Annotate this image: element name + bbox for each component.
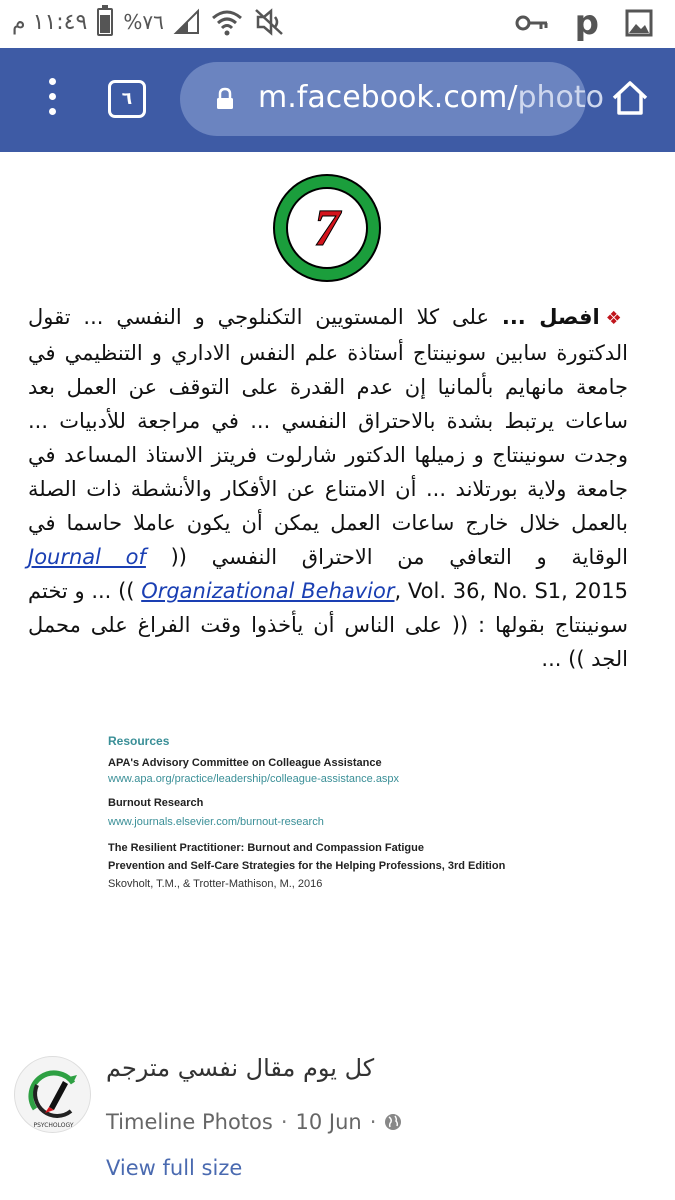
battery-icon <box>97 8 113 36</box>
resource-url: www.journals.elsevier.com/burnout-research <box>108 816 324 828</box>
resources-heading: Resources <box>108 734 170 748</box>
signal-icon <box>174 9 200 35</box>
post-meta <box>106 1110 402 1134</box>
article-body-2: )) ... و تختم سونينتاج بقولها : (( على الناس أن يأخذوا وقت الفراغ على محمل الجد )) ... <box>28 579 628 671</box>
article-text <box>28 300 628 676</box>
page-name[interactable]: كل يوم مقال نفسي مترجم <box>106 1054 375 1082</box>
resource-url: www.apa.org/practice/leadership/colleague-assistance.aspx <box>108 773 400 785</box>
clock: ١١:٤٩ م <box>12 9 88 35</box>
lock-icon <box>216 88 234 110</box>
bullet-icon: ❖ <box>605 308 628 329</box>
tab-count: ٦ <box>121 89 133 109</box>
number-badge <box>271 172 383 284</box>
url-domain: m.facebook.com/ <box>258 80 518 115</box>
resource-authors: Skovholt, T.M., & Trotter-Mathison, M., 2016 <box>108 878 323 890</box>
post-date: 10 Jun <box>295 1110 362 1134</box>
menu-icon[interactable] <box>40 78 64 122</box>
avatar-caption: PSYCHOLOGY <box>33 1122 74 1129</box>
article-body-1: على كلا المستويين التكنلوجي و النفسي ... تقول الدكتورة سابين سونينتاج أستاذة علم النفس الاداري و التنظيمي في جامعة مانهايم بألمانيا إن عدم القدرة على التوقف عن العمل بعد ساعات يرتبط بشدة بالاحتراق النفسي ... في مراجعة للأدبيات ... وجدت سونينتاج و زميلها الدكتور شارلوت فريتز الاستاذ المساعد في جامعة ولاية بورتلاند ... أن الامتناع عن الأفكار والأنشطة ذات الصلة بالعمل خلال خارج ساعات العمل يمكن أن يكون عاملا حاسما في الوقاية و التعافي من الاحتراق النفسي (( <box>28 305 628 569</box>
meta-separator: · <box>280 1110 288 1134</box>
psychology-logo-icon <box>15 1057 92 1134</box>
citation-details: , Vol. 36, No. S1, 2015 <box>394 579 628 603</box>
mute-icon <box>254 8 284 36</box>
badge-number: 7 <box>314 200 340 257</box>
status-left <box>12 8 284 36</box>
battery-percent: %٧٦ <box>123 10 164 34</box>
status-bar <box>0 0 675 48</box>
journal-link[interactable]: Journal of Organizational Behavior <box>28 545 395 603</box>
key-icon <box>515 13 549 33</box>
resource-title: Prevention and Self-Care Strategies for the Helping Professions, 3rd Edition <box>108 860 506 872</box>
resources-section <box>108 734 588 892</box>
avatar[interactable] <box>14 1056 91 1133</box>
p-icon: p <box>574 3 599 43</box>
tab-switcher-button[interactable] <box>108 80 146 118</box>
url-tail: photo <box>517 80 605 115</box>
view-full-size-link[interactable]: View full size <box>106 1156 243 1180</box>
resource-title: APA's Advisory Committee on Colleague Assistance <box>108 757 382 769</box>
url-bar[interactable] <box>180 62 605 136</box>
article-lead: افصل ... <box>501 305 600 329</box>
image-icon <box>625 9 653 37</box>
globe-icon <box>384 1113 402 1131</box>
resource-title: The Resilient Practitioner: Burnout and Compassion Fatigue <box>108 842 424 854</box>
home-icon[interactable] <box>610 78 650 118</box>
url-text[interactable] <box>258 80 604 115</box>
meta-separator: · <box>369 1110 377 1134</box>
status-right <box>515 3 653 43</box>
resource-title: Burnout Research <box>108 797 204 809</box>
browser-toolbar <box>0 48 675 152</box>
album-link[interactable]: Timeline Photos <box>106 1110 273 1134</box>
wifi-icon <box>210 8 244 36</box>
